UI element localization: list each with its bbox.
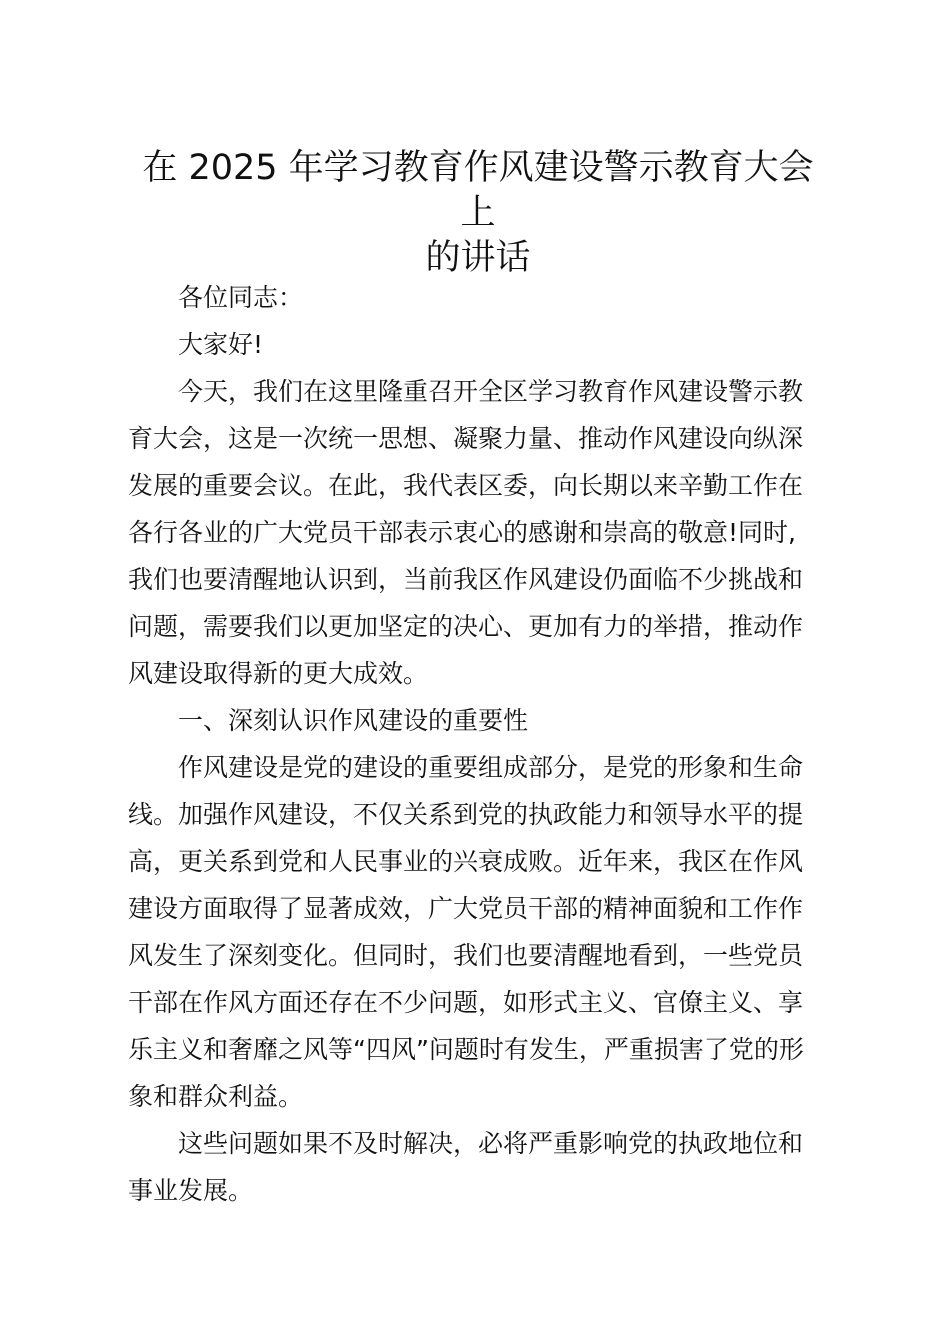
paragraph-2-line: 建设方面取得了显著成效，广大党员干部的精神面貌和工作作: [128, 894, 804, 923]
paragraph-1-line: 今天，我们在这里隆重召开全区学习教育作风建设警示教: [178, 377, 804, 406]
paragraph-2-line: 线。加强作风建设，不仅关系到党的执政能力和领导水平的提: [128, 800, 804, 829]
document-title: [128, 146, 828, 281]
document-body: [128, 274, 822, 1214]
paragraph-1-line: 各行各业的广大党员干部表示衷心的感谢和崇高的敬意!同时,: [128, 518, 796, 547]
title-line-2: 的讲话: [425, 238, 531, 278]
paragraph-1-line: 问题，需要我们以更加坚定的决心、更加有力的举措，推动作: [128, 612, 804, 641]
paragraph-3-line: 这些问题如果不及时解决，必将严重影响党的执政地位和: [178, 1129, 804, 1158]
paragraph-1-line: 风建设取得新的更大成效。: [128, 659, 429, 688]
paragraph-2-line: 高，更关系到党和人民事业的兴衰成败。近年来，我区在作风: [128, 847, 804, 876]
paragraph-2-line: 乐主义和奢靡之风等“四风”问题时有发生，严重损害了党的形: [128, 1035, 804, 1064]
paragraph-1-line: 我们也要清醒地认识到，当前我区作风建设仍面临不少挑战和: [128, 565, 804, 594]
paragraph-3-line: 事业发展。: [128, 1176, 254, 1205]
paragraph-1-line: 育大会，这是一次统一思想、凝聚力量、推动作风建设向纵深: [128, 424, 804, 453]
section-heading: 一、深刻认识作风建设的重要性: [178, 706, 529, 735]
paragraph-2-line: 作风建设是党的建设的重要组成部分，是党的形象和生命: [178, 753, 804, 782]
greeting: 大家好!: [178, 330, 264, 359]
salutation: 各位同志：: [178, 283, 304, 312]
title-line-1: 在 2025 年学习教育作风建设警示教育大会上: [142, 148, 814, 233]
paragraph-2-line: 干部在作风方面还存在不少问题，如形式主义、官僚主义、享: [128, 988, 804, 1017]
paragraph-2-line: 象和群众利益。: [128, 1082, 304, 1111]
paragraph-2-line: 风发生了深刻变化。但同时，我们也要清醒地看到，一些党员: [128, 941, 804, 970]
paragraph-1-line: 发展的重要会议。在此，我代表区委，向长期以来辛勤工作在: [128, 471, 804, 500]
